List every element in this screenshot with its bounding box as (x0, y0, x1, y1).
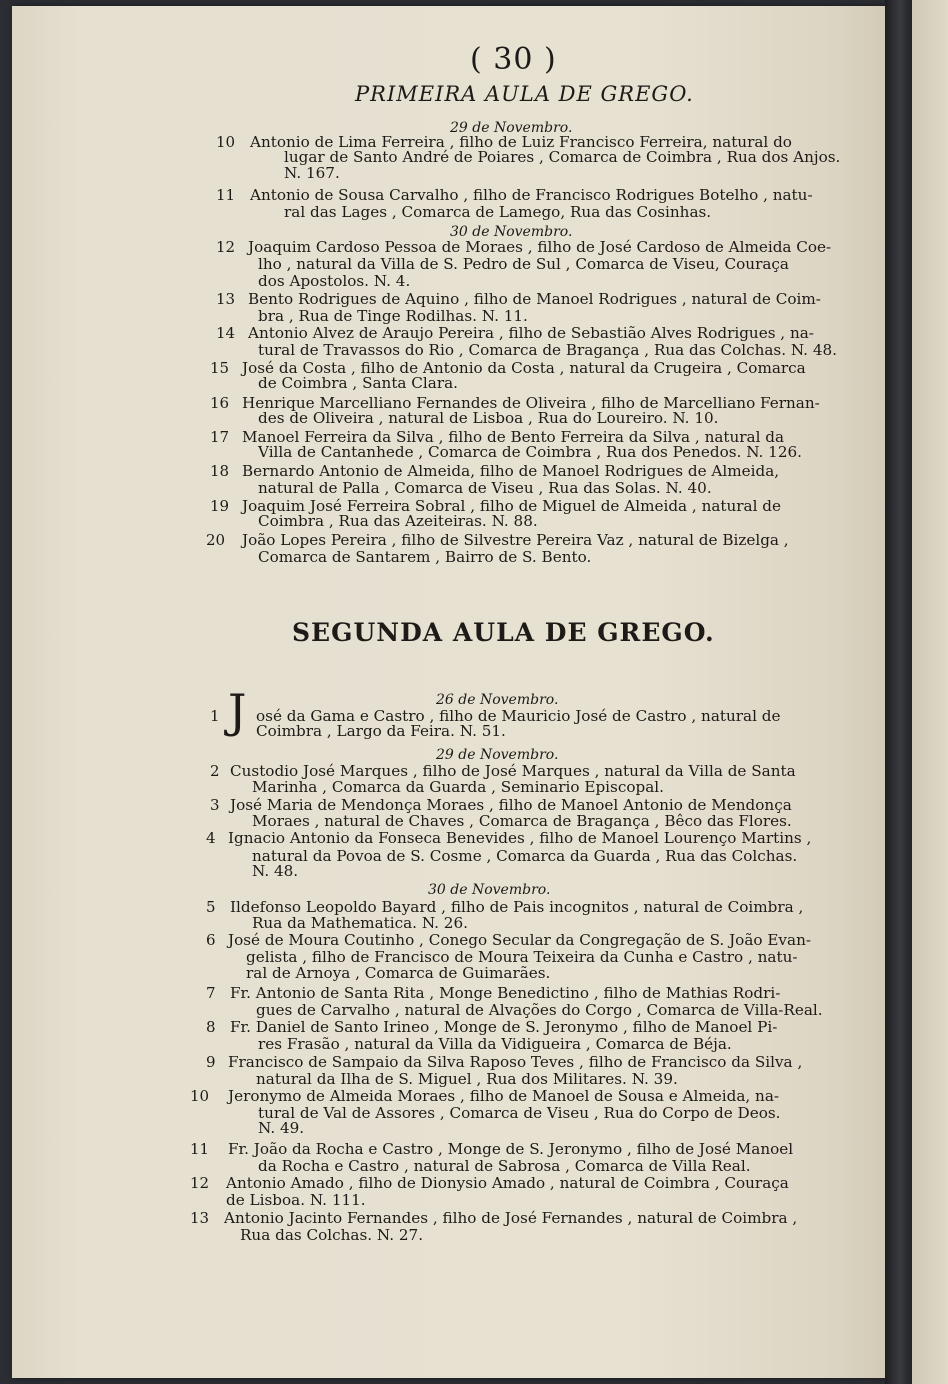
entry-line: Bernardo Antonio de Almeida, filho de Manoel Rodrigues de Almeida, (242, 462, 780, 480)
entry-line: Marinha , Comarca da Guarda , Seminario Episcopal. (252, 778, 664, 796)
entry-line: osé da Gama e Castro , filho de Mauricio José de Castro , natural de (256, 707, 781, 725)
entry-line: Henrique Marcelliano Fernandes de Oliveira , filho de Marcelliano Fernan- (242, 394, 820, 412)
entry-line: Bento Rodrigues de Aquino , filho de Manoel Rodrigues , natural de Coim- (248, 290, 821, 308)
entry-line: Antonio de Sousa Carvalho , filho de Francisco Rodrigues Botelho , natu- (250, 186, 813, 204)
entry-line: João Lopes Pereira , filho de Silvestre Pereira Vaz , natural de Bizelga , (242, 531, 789, 549)
entry-number: 5 (206, 898, 216, 916)
entry-number: 9 (206, 1053, 216, 1071)
entry-number: 14 (216, 324, 236, 342)
entry-line: Rua da Mathematica. N. 26. (252, 914, 468, 932)
entry-line: José de Moura Coutinho , Conego Secular da Congregação de S. João Evan- (228, 931, 811, 949)
entry-line: Antonio Alvez de Araujo Pereira , filho de Sebastião Alves Rodrigues , na- (248, 324, 814, 342)
entry-line: da Rocha e Castro , natural de Sabrosa , Comarca de Villa Real. (258, 1157, 751, 1175)
page-number: ( 30 ) (470, 42, 557, 77)
entry-line: tural de Travassos do Rio , Comarca de Bragança , Rua das Colchas. N. 48. (258, 341, 837, 359)
entry-line: tural de Val de Assores , Comarca de Viseu , Rua do Corpo de Deos. (258, 1104, 781, 1122)
entry-line: res Frasão , natural da Villa da Vidigueira , Comarca de Béja. (258, 1035, 732, 1053)
entry-line: des de Oliveira , natural de Lisboa , Rua do Loureiro. N. 10. (258, 409, 719, 427)
entry-line: Fr. Antonio de Santa Rita , Monge Benedictino , filho de Mathias Rodri- (230, 984, 781, 1002)
entry-line: natural de Palla , Comarca de Viseu , Rua das Solas. N. 40. (258, 479, 712, 497)
date-heading: 26 de Novembro. (436, 692, 559, 708)
facing-page-edge (912, 0, 948, 1384)
entry-line: José Maria de Mendonça Moraes , filho de Manoel Antonio de Mendonça (230, 796, 792, 814)
date-heading: 30 de Novembro. (428, 882, 551, 898)
entry-line: José da Costa , filho de Antonio da Costa , natural da Crugeira , Comarca (242, 359, 806, 377)
entry-line: Antonio Jacinto Fernandes , filho de José Fernandes , natural de Coimbra , (224, 1209, 798, 1227)
entry-number: 2 (210, 762, 220, 780)
entry-line: Joaquim Cardoso Pessoa de Moraes , filho de José Cardoso de Almeida Coe- (248, 238, 832, 256)
entry-number: 19 (210, 497, 230, 515)
entry-line: N. 167. (284, 164, 340, 182)
entry-line: natural da Ilha de S. Miguel , Rua dos Militares. N. 39. (256, 1070, 678, 1088)
entry-line: Moraes , natural de Chaves , Comarca de Bragança , Bêco das Flores. (252, 812, 792, 830)
entry-line: ral das Lages , Comarca de Lamego, Rua das Cosinhas. (284, 203, 712, 221)
entry-number: 11 (190, 1140, 210, 1158)
entry-line: Comarca de Santarem , Bairro de S. Bento. (258, 548, 592, 566)
entry-line: Jeronymo de Almeida Moraes , filho de Manoel de Sousa e Almeida, na- (228, 1087, 780, 1105)
entry-number: 4 (206, 829, 216, 847)
entry-number: 10 (190, 1087, 210, 1105)
entry-line: Villa de Cantanhede , Comarca de Coimbra , Rua dos Penedos. N. 126. (258, 443, 802, 461)
entry-line: gelista , filho de Francisco de Moura Teixeira da Cunha e Castro , natu- (246, 948, 798, 966)
entry-line: de Coimbra , Santa Clara. (258, 374, 458, 392)
entry-number: 10 (216, 133, 236, 151)
section-title-segunda: SEGUNDA AULA DE GREGO. (292, 618, 715, 647)
entry-number: 13 (216, 290, 236, 308)
entry-number: 20 (206, 531, 226, 549)
entry-line: Antonio Amado , filho de Dionysio Amado , natural de Coimbra , Couraça (226, 1174, 789, 1192)
section-title-primeira: PRIMEIRA AULA DE GREGO. (355, 82, 694, 106)
entry-line: natural da Povoa de S. Cosme , Comarca da Guarda , Rua das Colchas. (252, 847, 798, 865)
entry-number: 16 (210, 394, 230, 412)
entry-line: lugar de Santo André de Poiares , Comarca de Coimbra , Rua dos Anjos. (284, 148, 841, 166)
entry-line: Antonio de Lima Ferreira , filho de Luiz Francisco Ferreira, natural do (250, 133, 792, 151)
entry-line: de Lisboa. N. 111. (226, 1191, 366, 1209)
entry-line: lho , natural da Villa de S. Pedro de Sul , Comarca de Viseu, Couraça (258, 255, 789, 273)
entry-number: 15 (210, 359, 230, 377)
date-heading: 30 de Novembro. (450, 224, 573, 240)
entry-line: ral de Arnoya , Comarca de Guimarães. (246, 964, 551, 982)
entry-number: 8 (206, 1018, 216, 1036)
entry-line: Fr. João da Rocha e Castro , Monge de S. Jeronymo , filho de José Manoel (228, 1140, 794, 1158)
entry-line: bra , Rua de Tinge Rodilhas. N. 11. (258, 307, 528, 325)
entry-number: 13 (190, 1209, 210, 1227)
entry-number: 12 (190, 1174, 210, 1192)
entry-line: Fr. Daniel de Santo Irineo , Monge de S. Jeronymo , filho de Manoel Pi- (230, 1018, 778, 1036)
book-gutter (885, 0, 915, 1384)
drop-cap: J (228, 684, 247, 738)
entry-number: 11 (216, 186, 236, 204)
entry-line: Custodio José Marques , filho de José Marques , natural da Villa de Santa (230, 762, 796, 780)
entry-line: gues de Carvalho , natural de Alvações do Corgo , Comarca de Villa-Real. (256, 1001, 823, 1019)
entry-line: Joaquim José Ferreira Sobral , filho de Miguel de Almeida , natural de (242, 497, 782, 515)
entry-number: 18 (210, 462, 230, 480)
entry-number: 3 (210, 796, 220, 814)
entry-line: Ignacio Antonio da Fonseca Benevides , filho de Manoel Lourenço Martins , (228, 829, 812, 847)
entry-line: Manoel Ferreira da Silva , filho de Bento Ferreira da Silva , natural da (242, 428, 785, 446)
entry-line: Ildefonso Leopoldo Bayard , filho de Pais incognitos , natural de Coimbra , (230, 898, 804, 916)
entry-number: 6 (206, 931, 216, 949)
entry-line: N. 49. (258, 1119, 305, 1137)
date-heading: 29 de Novembro. (436, 747, 559, 763)
entry-number: 12 (216, 238, 236, 256)
entry-line: dos Apostolos. N. 4. (258, 272, 411, 290)
entry-line: Francisco de Sampaio da Silva Raposo Teves , filho de Francisco da Silva , (228, 1053, 803, 1071)
entry-line: Coimbra , Rua das Azeiteiras. N. 88. (258, 512, 538, 530)
entry-number: 1 (210, 707, 220, 725)
entry-number: 17 (210, 428, 230, 446)
entry-number: 7 (206, 984, 216, 1002)
entry-line: N. 48. (252, 862, 299, 880)
date-heading: 29 de Novembro. (450, 120, 573, 136)
entry-line: Rua das Colchas. N. 27. (240, 1226, 424, 1244)
entry-line: Coimbra , Largo da Feira. N. 51. (256, 722, 506, 740)
